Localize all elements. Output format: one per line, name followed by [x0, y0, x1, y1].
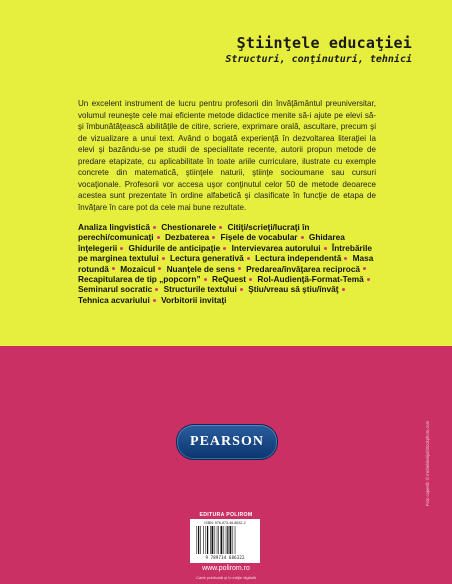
method-item: Citiţi/scrieţi/lucraţi în perechi/comunicaţi — [78, 222, 310, 243]
pearson-logo-text: PEARSON — [190, 434, 264, 449]
series-title: Ştiinţele educaţiei — [236, 34, 412, 52]
method-item: Structurile textului — [163, 284, 237, 295]
bullet-icon — [112, 267, 115, 270]
method-item: Intervievarea autorului — [231, 242, 321, 253]
bullet-icon — [344, 257, 347, 260]
bullet-icon — [363, 267, 366, 270]
method-item: ReQuest — [211, 274, 247, 285]
series-subtitle: Structuri, conţinuturi, tehnici — [225, 54, 412, 65]
bullet-icon — [219, 226, 222, 229]
bullet-icon — [153, 299, 156, 302]
publisher-name: EDITURA POLIROM — [199, 512, 253, 518]
isbn-text: ISBN: 978-973-46-8632-2 — [204, 521, 246, 525]
bullet-icon — [212, 236, 215, 239]
bullet-icon — [158, 267, 161, 270]
bullet-icon — [324, 247, 327, 250]
method-item: Mozaicul — [120, 263, 156, 274]
method-item: Lectura independentă — [255, 253, 342, 264]
bullet-icon — [240, 288, 243, 291]
method-item: Fişele de vocabular — [220, 232, 298, 243]
bullet-icon — [153, 226, 156, 229]
method-item: Dezbaterea — [164, 232, 210, 243]
bullet-icon — [162, 257, 165, 260]
barcode-digits: 9 789734 686322 — [205, 555, 245, 560]
bullet-icon — [249, 278, 252, 281]
bullet-icon — [155, 288, 158, 291]
series-title-block — [225, 34, 412, 65]
method-item: Recapitularea de tip „popcorn” — [78, 274, 201, 285]
method-item: Rol-Audienţă-Format-Temă — [257, 274, 364, 285]
method-item: Masa rotundă — [78, 253, 374, 274]
barcode-icon — [196, 526, 254, 554]
pearson-logo — [176, 424, 278, 460]
method-item: Tehnica acvariului — [78, 294, 150, 305]
methods-list — [78, 222, 378, 305]
method-item: Ghidurile de anticipaţie — [128, 242, 221, 253]
bullet-icon — [204, 278, 207, 281]
bullet-icon — [367, 278, 370, 281]
bullet-icon — [120, 247, 123, 250]
publisher-website: www.polirom.ro — [202, 565, 250, 572]
bullet-icon — [247, 257, 250, 260]
bullet-icon — [301, 236, 304, 239]
method-item: Întrebările pe marginea textului — [78, 242, 373, 264]
method-item: Chestionarele — [161, 222, 217, 232]
bullet-icon — [342, 288, 345, 291]
photo-credit: Foto copertă: © micheldenijs/iStockphoto.com — [425, 420, 430, 506]
method-item: Analiza lingvistică — [78, 222, 150, 232]
method-item: Vorbitorii invitaţi — [161, 294, 227, 305]
digital-edition-note: Carte publicată şi în ediţie digitală — [196, 575, 256, 580]
method-item: Nuanţele de sens — [166, 263, 235, 274]
method-item: Ghidarea înţelegerii — [78, 232, 345, 253]
method-item: Predarea/învăţarea reciprocă — [246, 263, 361, 274]
method-item: Lectura generativă — [170, 253, 244, 264]
bullet-icon — [157, 236, 160, 239]
bullet-icon — [223, 247, 226, 250]
barcode-box — [190, 519, 260, 563]
method-item: Seminarul socratic — [78, 284, 153, 295]
bullet-icon — [238, 267, 241, 270]
book-description: Un excelent instrument de lucru pentru profesorii din învăţământul preuniversitar, volumul reuneşte cele mai eficiente metode didactice menite să-i ajute pe elevi să-şi îmbunătăţească abilităţile de citire, scriere, exprimare orală, ascultare, precum şi de vizualizare a unui text. Având o bogată experienţă în dezvoltarea literaţiei la elevi şi bazându-se pe studii de specialitate recente, autorii propun metode de predare etapizate, cu aplicabilitate în toate ariile curriculare, ilustrate cu exemple concrete din matematică, ştiinţele naturii, ştiinţe socioumane sau cursuri vocaţionale. Profesorii vor accesa uşor conţinutul celor 50 de metode deoarece acestea sunt prezentate în ordine alfabetică şi clasificate în funcţie de etapa de învăţare în care pot da cele mai bune rezultate. — [78, 99, 376, 212]
method-item: Ştiu/vreau să ştiu/învăţ — [248, 284, 339, 295]
